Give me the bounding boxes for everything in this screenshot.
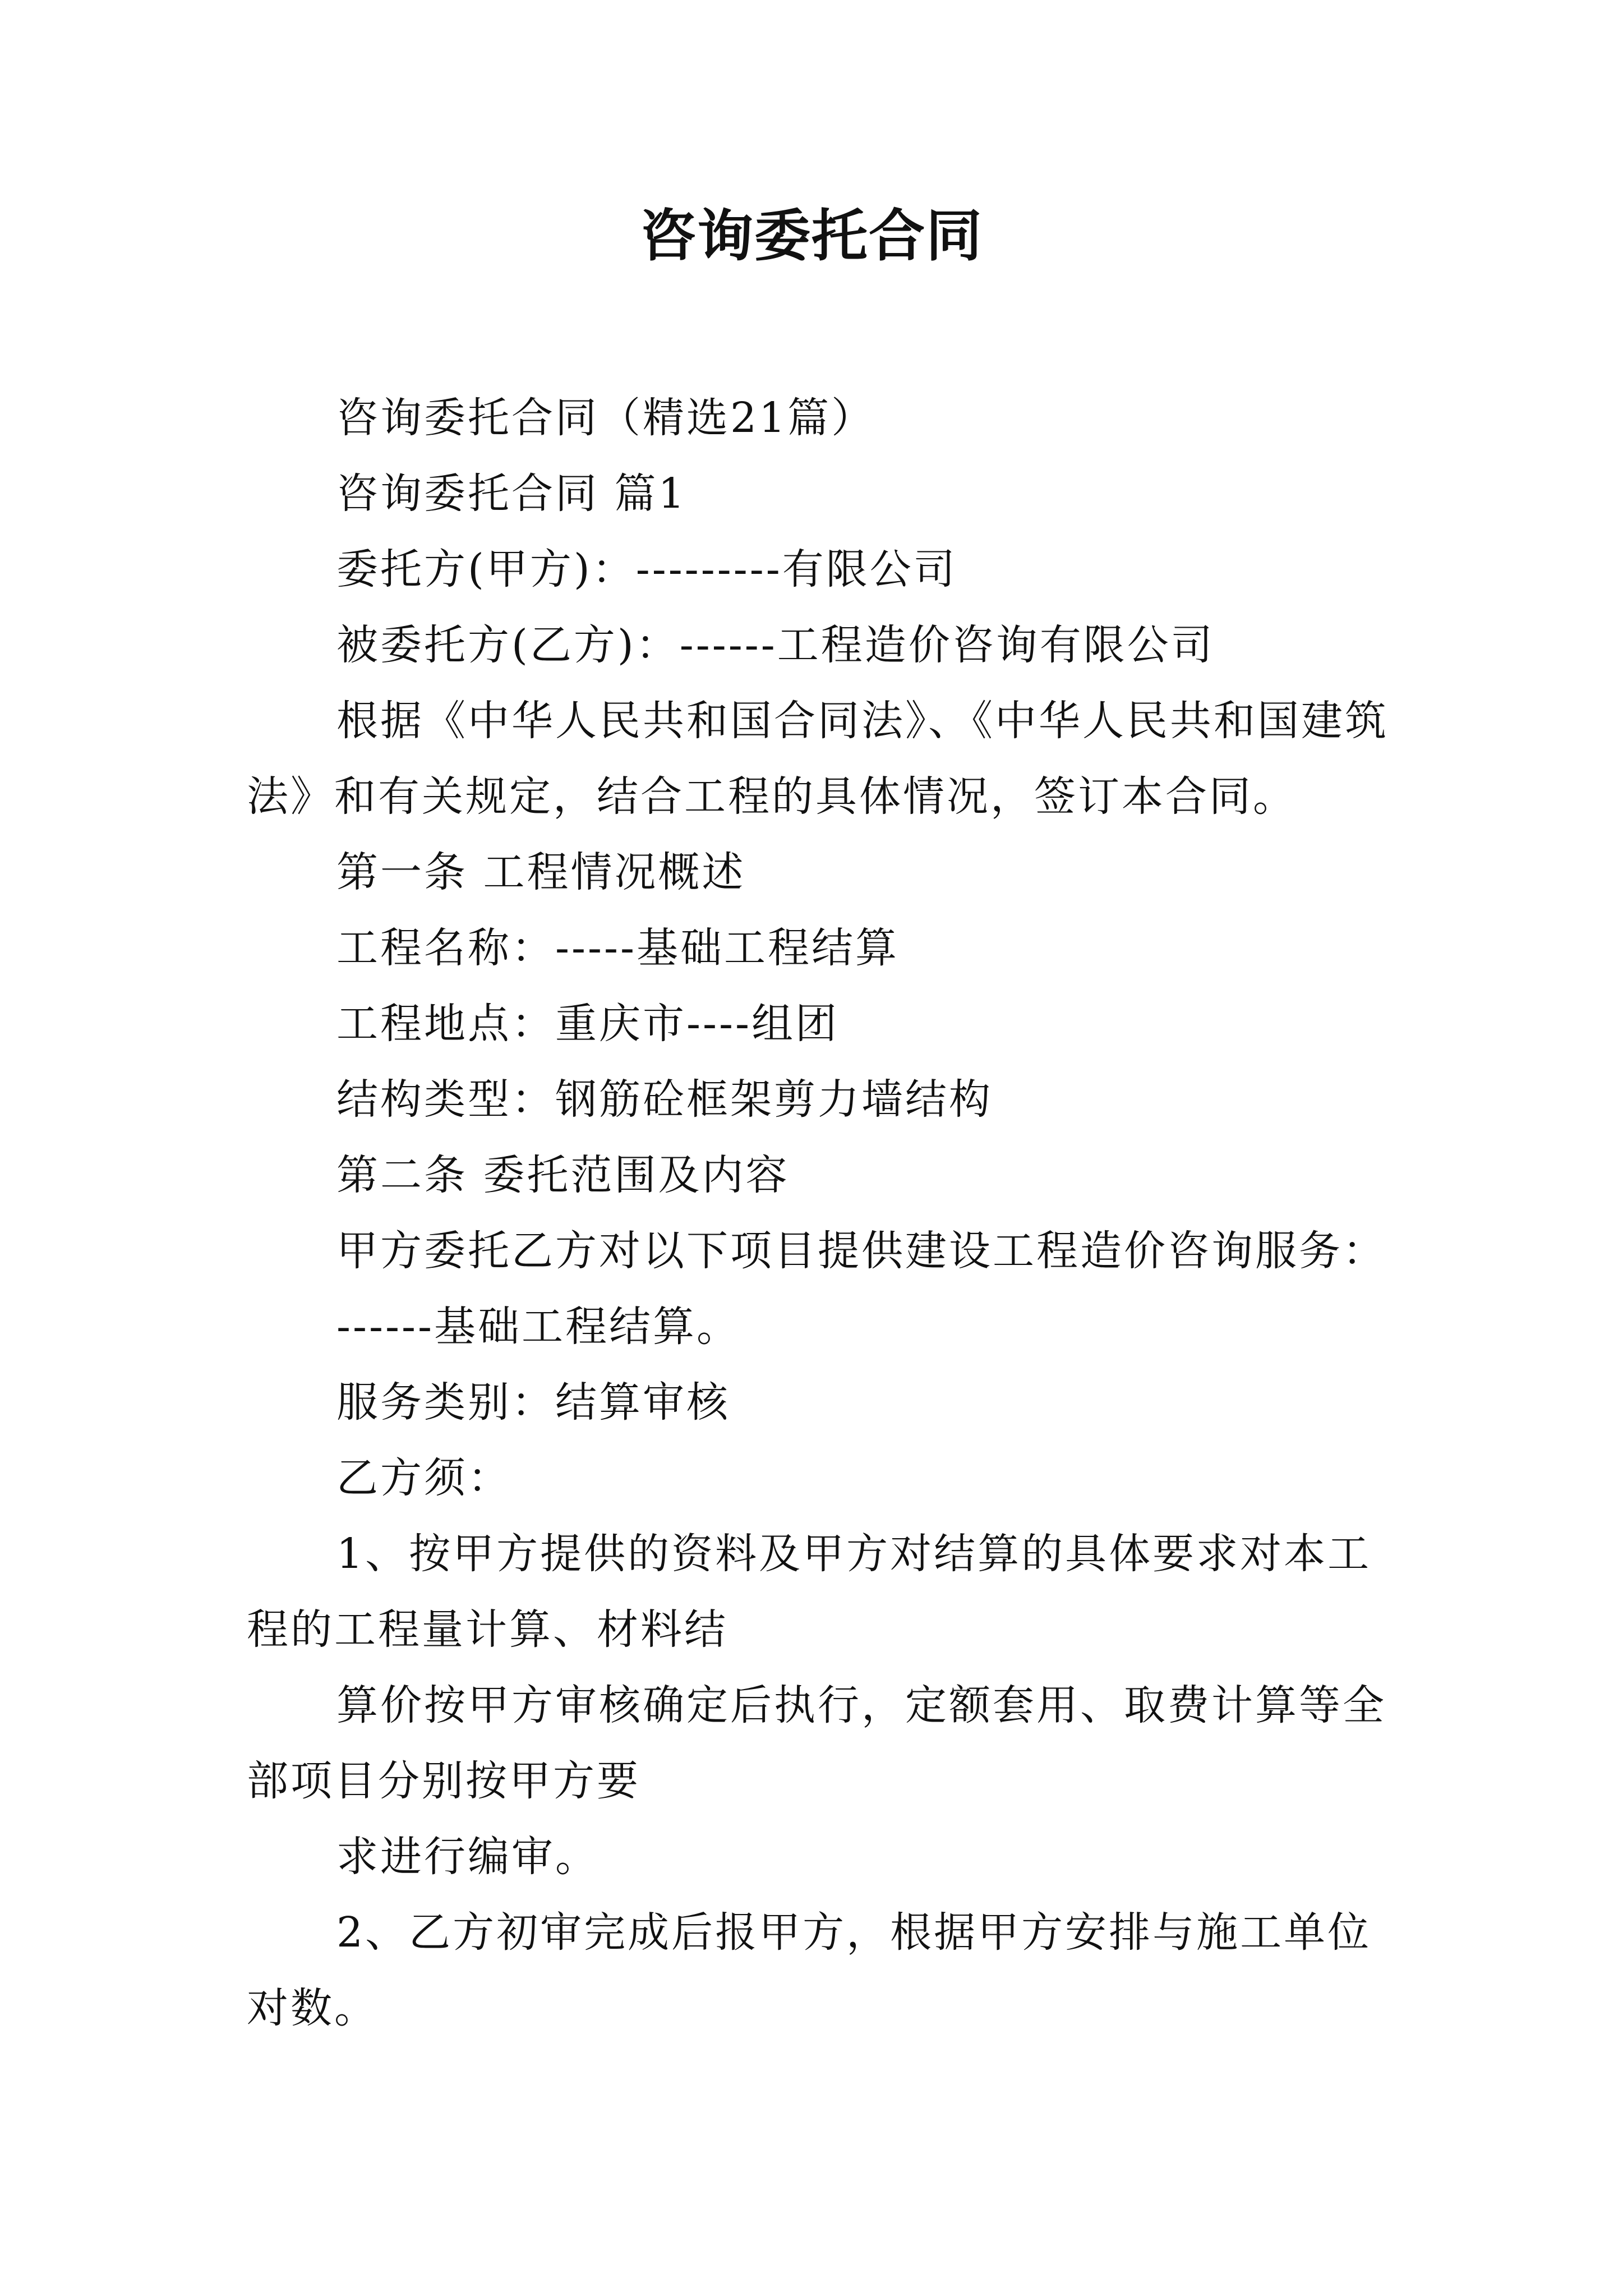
section-heading: 咨询委托合同 篇1 [336, 470, 687, 518]
document-title: 咨询委托合同 [640, 203, 983, 269]
party-a-line: 委托方(甲方)：---------有限公司 [336, 545, 957, 593]
paragraph-line: 乙方须： [336, 1454, 511, 1502]
party-b-line: 被委托方(乙方)：------工程造价咨询有限公司 [336, 621, 1215, 669]
paragraph-line: ------基础工程结算。 [336, 1303, 741, 1351]
service-type-line: 服务类别：结算审核 [336, 1378, 730, 1427]
list-item-line: 2、乙方初审完成后报甲方，根据甲方安排与施工单位 [336, 1908, 1372, 1957]
article-heading: 第一条 工程情况概述 [336, 848, 746, 896]
article-heading: 第二条 委托范围及内容 [336, 1151, 790, 1199]
list-item-line: 对数。 [247, 1984, 378, 2032]
paragraph-line: 根据《中华人民共和国合同法》、《中华人民共和国建筑 [336, 697, 1389, 745]
paragraph-line: 甲方委托乙方对以下项目提供建设工程造价咨询服务： [336, 1227, 1386, 1275]
paragraph-line: 算价按甲方审核确定后执行，定额套用、取费计算等全 [336, 1681, 1386, 1729]
paragraph-line: 部项目分别按甲方要 [247, 1757, 640, 1805]
project-name-line: 工程名称：-----基础工程结算 [336, 924, 900, 972]
list-item-line: 程的工程量计算、材料结 [247, 1605, 728, 1654]
subtitle-line: 咨询委托合同（精选21篇） [336, 394, 875, 442]
list-item-line: 1、按甲方提供的资料及甲方对结算的具体要求对本工 [336, 1530, 1372, 1578]
paragraph-line: 法》和有关规定，结合工程的具体情况，签订本合同。 [247, 772, 1297, 821]
project-location-line: 工程地点：重庆市----组团 [336, 1000, 840, 1048]
structure-type-line: 结构类型：钢筋砼框架剪力墙结构 [336, 1075, 993, 1124]
paragraph-line: 求进行编审。 [336, 1833, 599, 1881]
